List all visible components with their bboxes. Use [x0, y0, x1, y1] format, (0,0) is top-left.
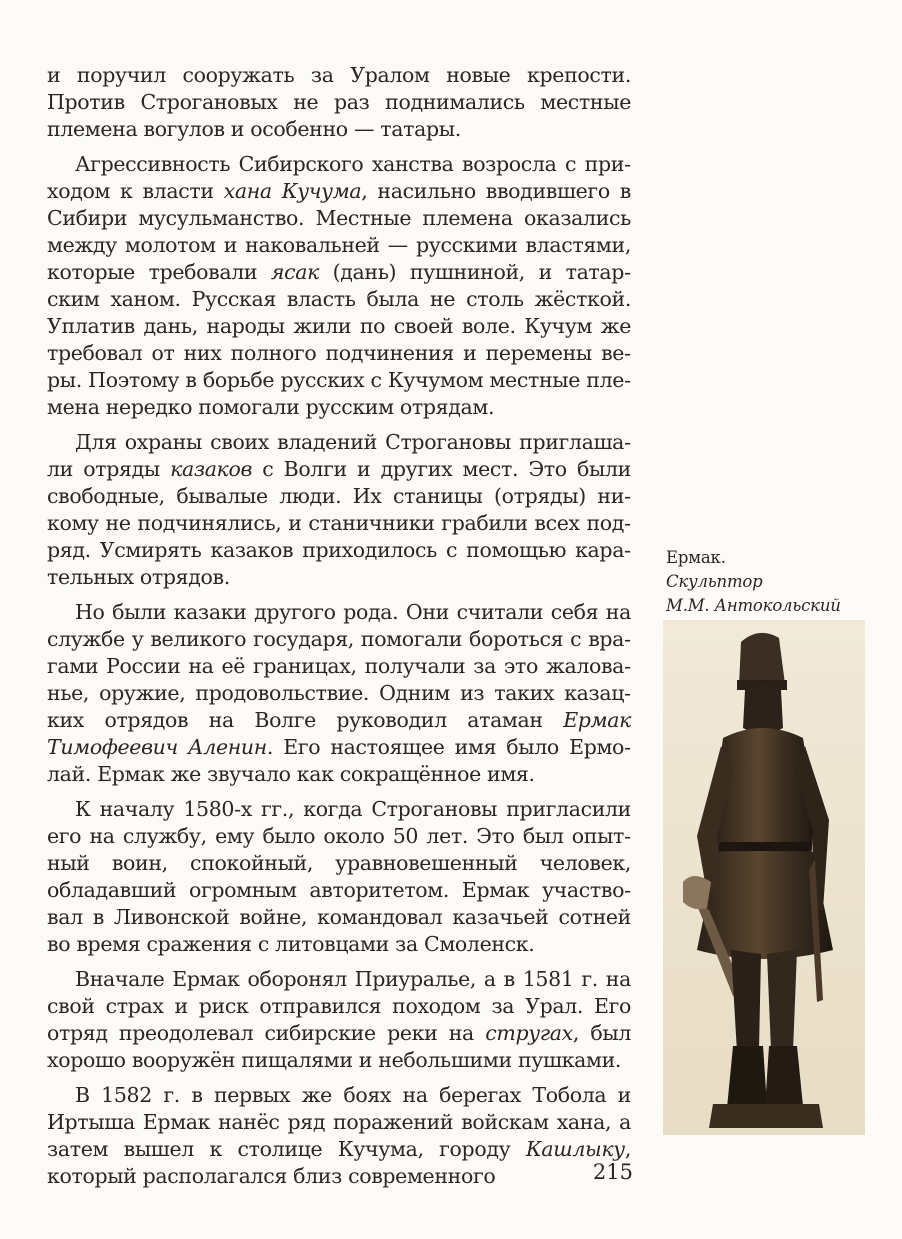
text-run: и поручил сооружать за Уралом новые крепости. Против Строгановых не раз поднимались местные племена вогулов и особенно — татары.	[47, 63, 631, 141]
paragraph	[47, 429, 631, 591]
image-caption	[666, 546, 898, 618]
text-run: , насильно вводившего в Сибири мусульманство. Местные племена оказались между молотом и наковальней — русскими властями, которые требовали	[47, 179, 631, 284]
text-run: . Его настоящее имя было Ермолай. Ермак же звучало как сокращённое имя.	[47, 735, 631, 786]
page-number: 215	[592, 1160, 633, 1184]
text-run: с Волги и других мест. Это были свободные, бывалые люди. Их станицы (отряды) никому не подчинялись, и станичники грабили всех подряд. Усмирять казаков приходилось с помощью карательных отрядов.	[47, 457, 631, 589]
ermak-sculpture-photo	[663, 620, 865, 1135]
text-run: , который располагался близ современного	[47, 1137, 631, 1188]
italic-term: стругах	[485, 1021, 573, 1045]
text-run: Но были казаки другого рода. Они считали себя на службе у великого государя, помогали бороться с врагами России на её границах, получали за это жалованье, оружие, продовольствие. Одним из таких казацких отрядов на Волге руководил атаман	[47, 600, 631, 732]
italic-term: хана Кучума	[223, 179, 362, 203]
caption-title: Ермак.	[666, 548, 726, 567]
italic-term: Ермак Тимофеевич Аленин	[47, 708, 631, 759]
caption-author: М.М. Антокольский	[666, 596, 841, 615]
paragraph	[47, 966, 631, 1074]
text-run: (дань) пушниной, и татарским ханом. Русская власть была не столь жёсткой. Уплатив дань, народы жили по своей воле. Кучум же требовал от них полного подчинения и перемены веры. Поэтому в борьбе русских с Кучумом местные племена нередко помогали русским отрядам.	[47, 260, 632, 419]
text-run: Вначале Ермак оборонял Приуралье, а в 1581 г. на свой страх и риск отправился походом за Урал. Его отряд преодолевал сибирские реки на	[47, 967, 631, 1045]
paragraph	[47, 599, 631, 788]
text-run: Агрессивность Сибирского ханства возросла с приходом к власти	[47, 152, 631, 203]
paragraph	[47, 1082, 631, 1190]
italic-term: ясак	[270, 260, 319, 284]
text-run: Для охраны своих владений Строгановы приглашали отряды	[47, 430, 631, 481]
body-text	[47, 62, 631, 1190]
italic-term: Кашлыку	[525, 1137, 625, 1161]
text-run: К началу 1580-х гг., когда Строгановы пригласили его на службу, ему было около 50 лет. Это был опытный воин, спокойный, уравновешенный человек, обладавший огромным авторитетом. Ермак участвовал в Ливонской войне, командовал казачьей сотней во время сражения с литовцами за Смоленск.	[47, 797, 631, 956]
caption-role: Скульптор	[666, 572, 763, 591]
paragraph	[47, 151, 631, 421]
paragraph	[47, 796, 631, 958]
text-run: , был хорошо вооружён пищалями и небольшими пушками.	[47, 1021, 631, 1072]
text-run: В 1582 г. в первых же боях на берегах Тобола и Иртыша Ермак нанёс ряд поражений войскам хана, а затем вышел к столице Кучума, городу	[47, 1083, 631, 1161]
paragraph	[47, 62, 631, 143]
italic-term: казаков	[170, 457, 253, 481]
